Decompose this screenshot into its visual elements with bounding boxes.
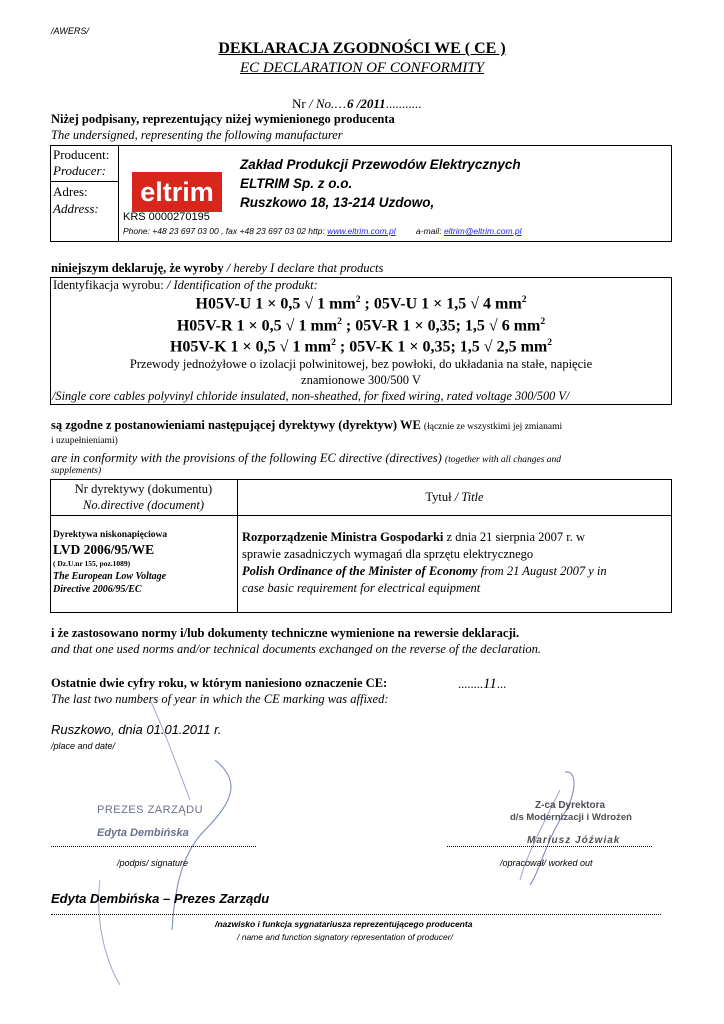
email-label: a-mail: [416,226,442,236]
stamp-right-dept: d/s Modernizacji i Wdrożeń [510,812,632,823]
left-signature-top [150,700,190,800]
signatory-name: Edyta Dembińska – Prezes Zarządu [51,891,270,906]
directive-dz: ( Dz.U.nr 155, poz.1089) [53,559,131,568]
ce-value-row: ........11... [458,676,507,692]
signature-label: /podpis/ signature [117,858,189,868]
directive-en-1: The European Low Voltage [53,571,167,582]
declare-pl: niniejszym deklaruję, że wyroby [51,261,224,275]
place-date: Ruszkowo, dnia 01.01.2011 r. [51,722,222,737]
signature-line-right [447,846,652,847]
title-en-1: Polish Ordinance of the Minister of Economy from 21 August 2007 y in [242,564,607,578]
nr-label-en: / No. [308,96,335,111]
ce-pl: Ostatnie dwie cyfry roku, w którym naniesiono oznaczenie CE: [51,676,388,690]
stamp-left-name: Edyta Dembińska [97,827,189,839]
product-line-3: H05V-K 1 × 0,5 √ 1 $mm^2$ ; 05V-K 1 × 0,35; 1,5 √ 2,5 $mm^2$ [169,337,553,356]
stamp-right-title: Z-ca Dyrektora [535,800,606,811]
company-address: Ruszkowo 18, 13-214 Uzdowo, [240,195,435,210]
directive-en-2: Directive 2006/95/EC [53,584,142,595]
producer-label-en: Producer: [53,163,106,178]
ident-pl: Identyfikacja wyrobu: [53,278,164,292]
side-label: /AWERS/ [51,26,89,36]
title-en: EC DECLARATION OF CONFORMITY [239,60,485,76]
conform-pl-note: (łącznie ze wszystkimi jej zmianami [423,422,563,432]
norms-en: and that one used norms and/or technical documents exchanged on the reverse of the declaration. [51,642,542,656]
conform-pl-note-2: i uzupełnieniami) [51,436,118,446]
product-desc-pl-1: Przewody jednożyłowe o izolacji polwinitowej, bez powłoki, do układania na stałe, napięcie [129,357,593,371]
product-desc-pl-2: znamionowe 300/500 V [301,373,421,387]
contact-phone-fax: Phone: +48 23 697 03 00 , fax +48 23 697 03 02 http: [123,226,325,236]
signatory-label-en: / name and function signatory representation of producer/ [237,932,453,942]
signature-line-left [51,846,256,847]
nr-label-pl: Nr [292,96,306,111]
ce-en: The last two numbers of year in which the CE marking was affixed: [51,692,389,706]
ce-value: 11 [483,676,497,692]
col-header-nr-en: No.directive (document) [82,498,205,512]
stamp-left-title: PREZES ZARZĄDU [97,804,204,816]
title-pl: DEKLARACJA ZGODNOŚCI WE ( CE ) [218,40,506,57]
logo-text: eltrim [140,177,214,207]
product-line-1: H05V-U 1 × 0,5 √ 1 $mm^2$ ; 05V-U 1 × 1,5 √ 4 $mm^2$ [195,294,527,313]
col-header-title: Tytuł / Title [425,490,484,504]
website-link[interactable]: www.eltrim.com.pl [327,226,396,236]
signatory-line [51,914,661,915]
signatory-label-pl: /nazwisko i funkcja sygnatariusza reprezentującego producenta [215,919,473,929]
undersigned-pl: Niżej podpisany, reprezentujący niżej wymienionego producenta [51,112,395,126]
norms-pl: i że zastosowano normy i/lub dokumenty techniczne wymienione na rewersie deklaracji. [51,626,520,640]
ident-en: / Identification of the produkt: [166,278,318,292]
nr-row: Nr / No....6 /2011........... [292,96,422,111]
address-label-pl: Adres: [53,184,88,199]
producer-label-pl: Producent: [53,147,110,162]
krs-number: KRS 0000270195 [123,211,210,223]
right-signature-stroke [530,772,574,885]
col-header-nr-pl: Nr dyrektywy (dokumentu) [74,482,213,496]
directive-lvd: LVD 2006/95/WE [53,542,155,557]
directive-type: Dyrektywa niskonapięciowa [53,530,168,540]
conform-en: are in conformity with the provisions of the following EC directive (directives) [51,451,442,465]
company-name-1: Zakład Produkcji Przewodów Elektrycznych [240,157,521,172]
stamp-right-name: Mariusz Jóźwiak [527,835,621,846]
title-en-2: case basic requirement for electrical equipment [242,581,481,595]
address-label-en: Address: [53,201,99,216]
place-date-label: /place and date/ [51,741,116,751]
title-pl-2: sprawie zasadniczych wymagań dla sprzętu elektrycznego [242,547,534,561]
product-desc-en: /Single core cables polyvinyl chloride insulated, non-sheathed, for fixed wiring, rated voltage 300/500 V/ [52,389,570,403]
nr-value: 6 /2011 [347,96,386,111]
title-pl-1: Rozporządzenie Ministra Gospodarki z dnia 21 sierpnia 2007 r. w [242,530,586,544]
declare-en: / hereby I declare that products [226,261,384,275]
conform-en-note: (together with all changes and [444,455,562,465]
company-name-2: ELTRIM Sp. z o.o. [240,176,353,191]
undersigned-en: The undersigned, representing the following manufacturer [51,128,343,142]
conform-pl: są zgodne z postanowieniami następującej dyrektywy (dyrektyw) WE [51,418,421,432]
worked-out-label: /opracował/ worked out [500,858,593,868]
product-line-2: H05V-R 1 × 0,5 √ 1 $mm^2$ ; 05V-R 1 × 0,35; 1,5 √ 6 $mm^2$ [176,316,546,335]
email-link[interactable]: eltrim@eltrim.com.pl [443,226,522,236]
conform-en-note-2: supplements) [51,466,102,476]
